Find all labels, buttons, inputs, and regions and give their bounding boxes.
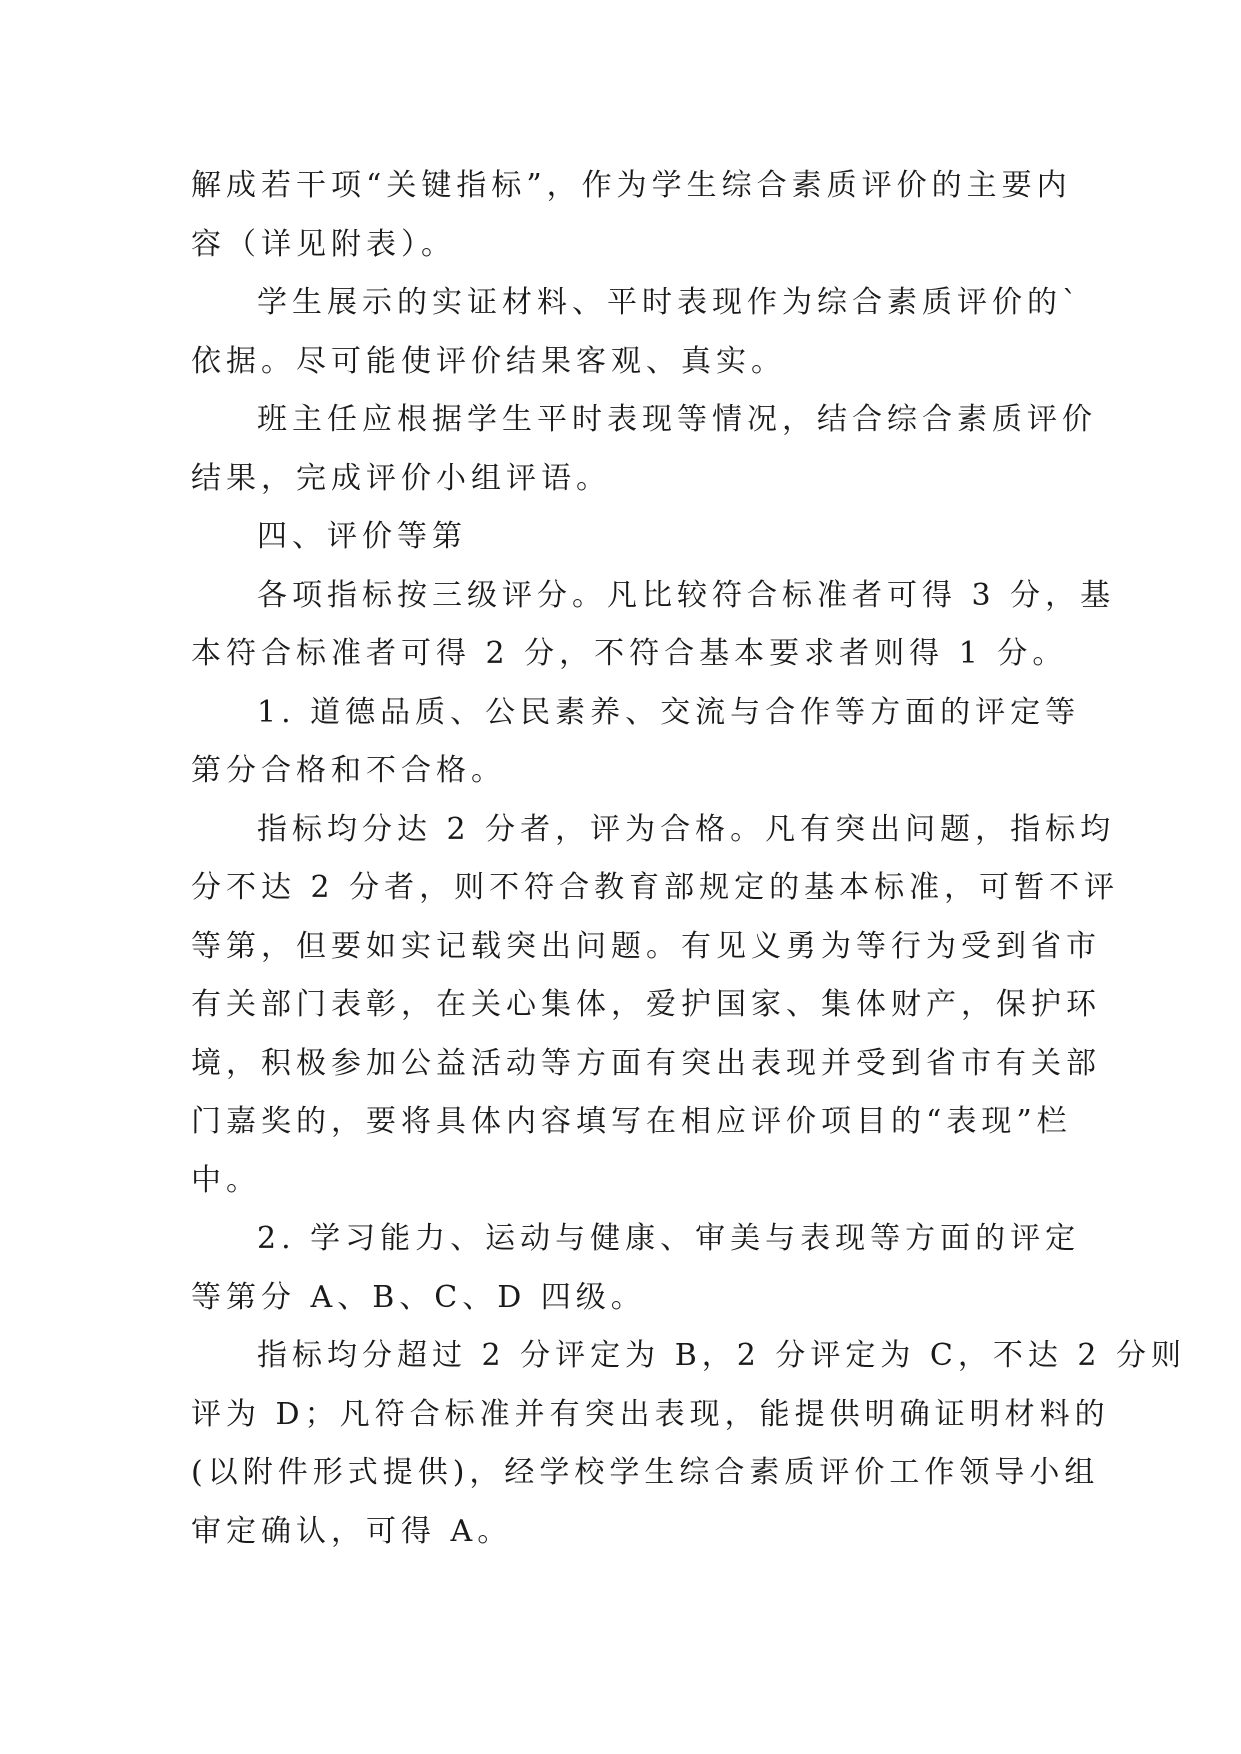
text-line: 等第，但要如实记载突出问题。有见义勇为等行为受到省市 bbox=[191, 928, 1101, 964]
document-body bbox=[191, 157, 1187, 1561]
text-line: 2. 学习能力、运动与健康、审美与表现等方面的评定 bbox=[257, 1221, 1081, 1256]
text-line: 各项指标按三级评分。凡比较符合标准者可得 3 分，基 bbox=[257, 577, 1116, 613]
text-line: 等第分 A、B、C、D 四级。 bbox=[191, 1279, 646, 1315]
text-line: 第分合格和不合格。 bbox=[191, 753, 506, 788]
text-line: 依据。尽可能使评价结果客观、真实。 bbox=[191, 343, 786, 379]
text-line: 解成若干项“关键指标”，作为学生综合素质评价的主要内 bbox=[191, 168, 1072, 203]
text-line: 班主任应根据学生平时表现等情况，结合综合素质评价 bbox=[257, 402, 1097, 437]
text-line: 指标均分达 2 分者，评为合格。凡有突出问题，指标均 bbox=[257, 811, 1116, 847]
text-line: 1. 道德品质、公民素养、交流与合作等方面的评定等 bbox=[257, 694, 1081, 730]
section-heading: 四、评价等第 bbox=[257, 519, 467, 554]
text-line: 学生展示的实证材料、平时表现作为综合素质评价的` bbox=[257, 285, 1082, 320]
text-line: 分不达 2 分者，则不符合教育部规定的基本标准，可暂不评 bbox=[191, 870, 1120, 905]
text-line: 本符合标准者可得 2 分，不符合基本要求者则得 1 分。 bbox=[191, 636, 1068, 671]
text-line: (以附件形式提供)，经学校学生综合素质评价工作领导小组 bbox=[191, 1455, 1100, 1490]
text-line: 中。 bbox=[191, 1162, 261, 1198]
text-line: 容（详见附表）。 bbox=[191, 226, 456, 262]
text-line: 境，积极参加公益活动等方面有突出表现并受到省市有关部 bbox=[191, 1045, 1101, 1081]
text-line: 审定确认，可得 A。 bbox=[191, 1513, 513, 1549]
text-line: 门嘉奖的，要将具体内容填写在相应评价项目的“表现”栏 bbox=[191, 1104, 1072, 1139]
text-line: 评为 D；凡符合标准并有突出表现，能提供明确证明材料的 bbox=[191, 1396, 1110, 1432]
text-line: 指标均分超过 2 分评定为 B，2 分评定为 C，不达 2 分则 bbox=[257, 1338, 1187, 1373]
text-line: 有关部门表彰，在关心集体，爱护国家、集体财产，保护环 bbox=[191, 987, 1101, 1022]
text-line: 结果，完成评价小组评语。 bbox=[191, 460, 611, 496]
